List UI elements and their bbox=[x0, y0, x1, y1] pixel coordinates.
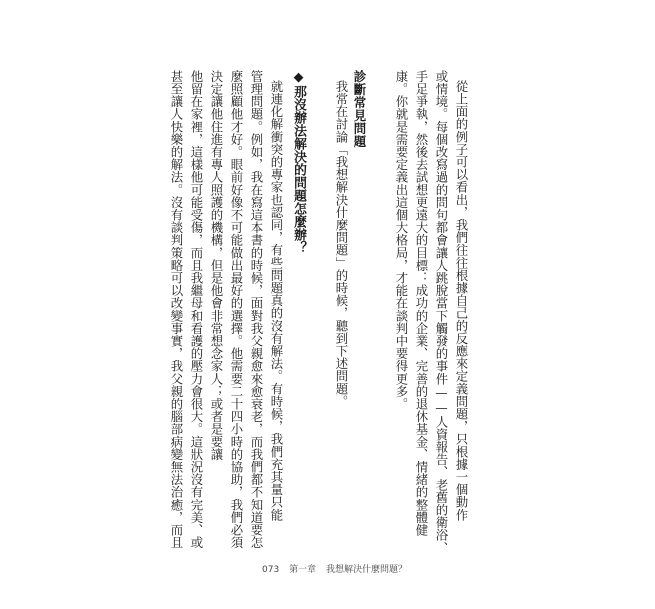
text-column: 我常在討論「我想解決什麼問題」的時候，聽到下述問題。 bbox=[334, 80, 349, 408]
chapter-label: 第一章 bbox=[289, 565, 317, 575]
text-column: 決定讓他住進有專人照護的機構，但是他會非常想念家人；或者是要讓 bbox=[209, 70, 224, 461]
section-heading: 診斷常見問題 bbox=[352, 70, 367, 148]
text-column: 手足爭執，然後去試想更遠大的目標：成功的企業、完善的退休基金、情緒的整體健 bbox=[414, 70, 429, 537]
text-column: 或情境。每個改寫過的問句都會讓人跳脫當下觸發的事件——人資報告、老舊的衛浴、 bbox=[434, 70, 449, 554]
page-footer bbox=[262, 562, 414, 575]
text-column: 就連化解衝突的專家也認同，有些問題真的沒有解法。有時候，我們充其量只能 bbox=[269, 80, 284, 521]
text-column: 管理問題。例如，我在寫這本書的時候，面對我父親愈來愈衰老，而我們都不知道要怎 bbox=[249, 70, 264, 549]
chapter-title: 我想解決什麼問題？ bbox=[325, 565, 407, 575]
page-number: 073 bbox=[262, 565, 280, 575]
text-column: 康。你就是需要定義出這個大格局，才能在談判中要得更多。 bbox=[394, 70, 409, 411]
text-column: 從上面的例子可以看出，我們往往根據自己的反應來定義問題，只根據一個動作 bbox=[454, 80, 469, 521]
question-subheading: ◆那沒辦法解決的問題怎麼辦？ bbox=[291, 70, 306, 255]
text-column: 麼照顧他才好。眼前好像不可能做出最好的選擇。他需要二十四小時的協助，我們必須 bbox=[229, 70, 244, 549]
text-column: 甚至讓人快樂的解法。沒有談判策略可以改變事實，我父親的腦部病變無法治癒，而且 bbox=[169, 70, 184, 549]
text-column: 他留在家裡，這樣他可能受傷，而且我繼母和看護的壓力會很大。這狀況沒有完美、或 bbox=[189, 70, 204, 549]
